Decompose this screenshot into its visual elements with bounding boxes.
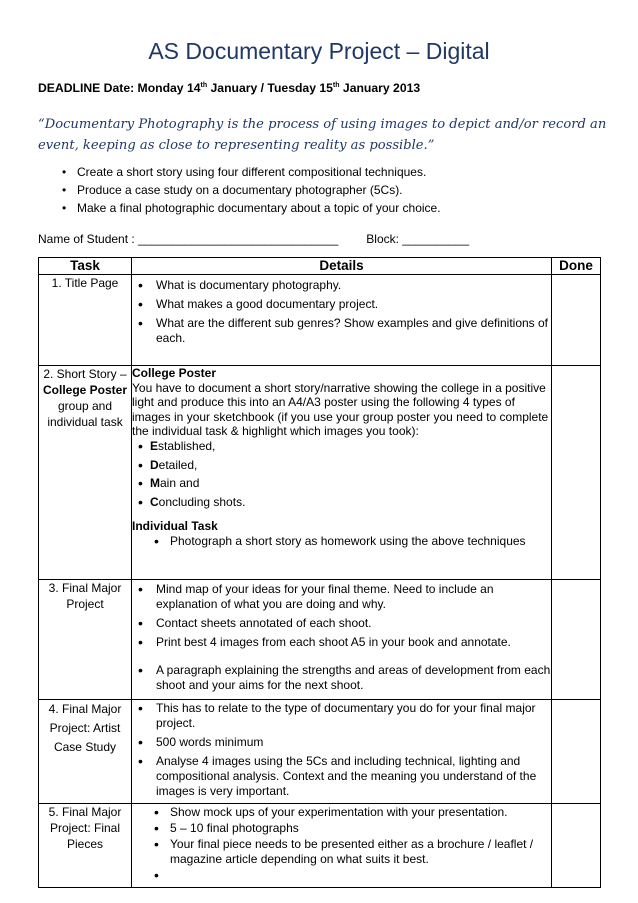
list-item: • Make a final photographic documentary about a topic of your choice. [62, 199, 441, 217]
done-checkbox-cell[interactable] [552, 275, 601, 366]
details-cell [132, 275, 552, 366]
list-item: • Print best 4 images from each shoot A5 in your book and annotate. [132, 635, 551, 650]
list-item: • What are the different sub genres? Show examples and give definitions of each. [132, 316, 551, 346]
task-cell: 2. Short Story – College Poster group and individual task [39, 366, 132, 580]
task-cell: 1. Title Page [39, 275, 132, 366]
details-cell [132, 804, 552, 888]
list-item: • Your final piece needs to be presented either as a brochure / leaflet / magazine article depending on what suits it best. [132, 837, 551, 867]
list-item: • What makes a good documentary project. [132, 297, 551, 312]
list-item: • Main and [132, 476, 551, 491]
done-checkbox-cell[interactable] [552, 804, 601, 888]
list-item: • Mind map of your ideas for your final theme. Need to include an explanation of what you are doing and why. [132, 582, 551, 612]
done-column-header: Done [552, 258, 601, 275]
details-column-header: Details [132, 258, 552, 275]
list-item: • This has to relate to the type of documentary you do for your final major project. [132, 701, 551, 731]
list-item: • Analyse 4 images using the 5Cs and including technical, lighting and compositional analysis. Context and the meaning you understand of the images is very important. [132, 754, 551, 799]
section-heading: College Poster [132, 366, 217, 380]
list-item: • Established, [132, 439, 551, 454]
list-item: • A paragraph explaining the strengths and areas of development from each shoot and your aims for the next shoot. [132, 663, 551, 693]
table-row [39, 366, 601, 580]
definition-quote: “Documentary Photography is the process of using images to depict and/or record an event, keeping as close to representing reality as possible.” [38, 117, 607, 153]
section-heading: Individual Task [132, 519, 218, 534]
task-cell: 3. Final Major Project [39, 580, 132, 700]
list-item: • Produce a case study on a documentary photographer (5Cs). [62, 181, 441, 199]
student-name-field[interactable]: Name of Student : ______________________________ [38, 232, 339, 246]
list-item: • Detailed, [132, 458, 551, 473]
list-item: • Show mock ups of your experimentation with your presentation. [132, 805, 551, 820]
list-item: • What is documentary photography. [132, 278, 551, 293]
page-title: AS Documentary Project – Digital [148, 38, 490, 64]
list-item: • Concluding shots. [132, 495, 551, 510]
list-item: • 500 words minimum [132, 735, 551, 750]
task-column-header: Task [39, 258, 132, 275]
student-info-line [38, 232, 469, 246]
task-table [38, 257, 601, 888]
done-checkbox-cell[interactable] [552, 700, 601, 804]
done-checkbox-cell[interactable] [552, 580, 601, 700]
list-item: • 5 – 10 final photographs [132, 821, 551, 836]
list-item: • Photograph a short story as homework using the above techniques [132, 534, 551, 549]
task-cell: 5. Final Major Project: Final Pieces [39, 804, 132, 888]
paragraph: You have to document a short story/narrative showing the college in a positive light and produce this into an A4/A3 poster using the following 4 types of images in your sketchbook (if you use your group poster you need to complete the individual task & highlight which images you took): [132, 380, 549, 439]
details-cell [132, 700, 552, 804]
table-row [39, 580, 601, 700]
table-row [39, 804, 601, 888]
list-item: • Create a short story using four different compositional techniques. [62, 163, 441, 181]
objectives-list [62, 163, 441, 217]
task-cell: 4. Final Major Project: Artist Case Study [39, 700, 132, 804]
block-field[interactable]: Block: __________ [366, 232, 470, 246]
list-item: • Contact sheets annotated of each shoot. [132, 616, 551, 631]
done-checkbox-cell[interactable] [552, 366, 601, 580]
table-row [39, 275, 601, 366]
deadline-line: DEADLINE Date: Monday 14th January / Tuesday 15th January 2013 [38, 81, 421, 95]
table-header-row [39, 258, 601, 275]
table-row [39, 700, 601, 804]
details-cell [132, 366, 552, 580]
details-cell [132, 580, 552, 700]
list-item [132, 868, 551, 883]
